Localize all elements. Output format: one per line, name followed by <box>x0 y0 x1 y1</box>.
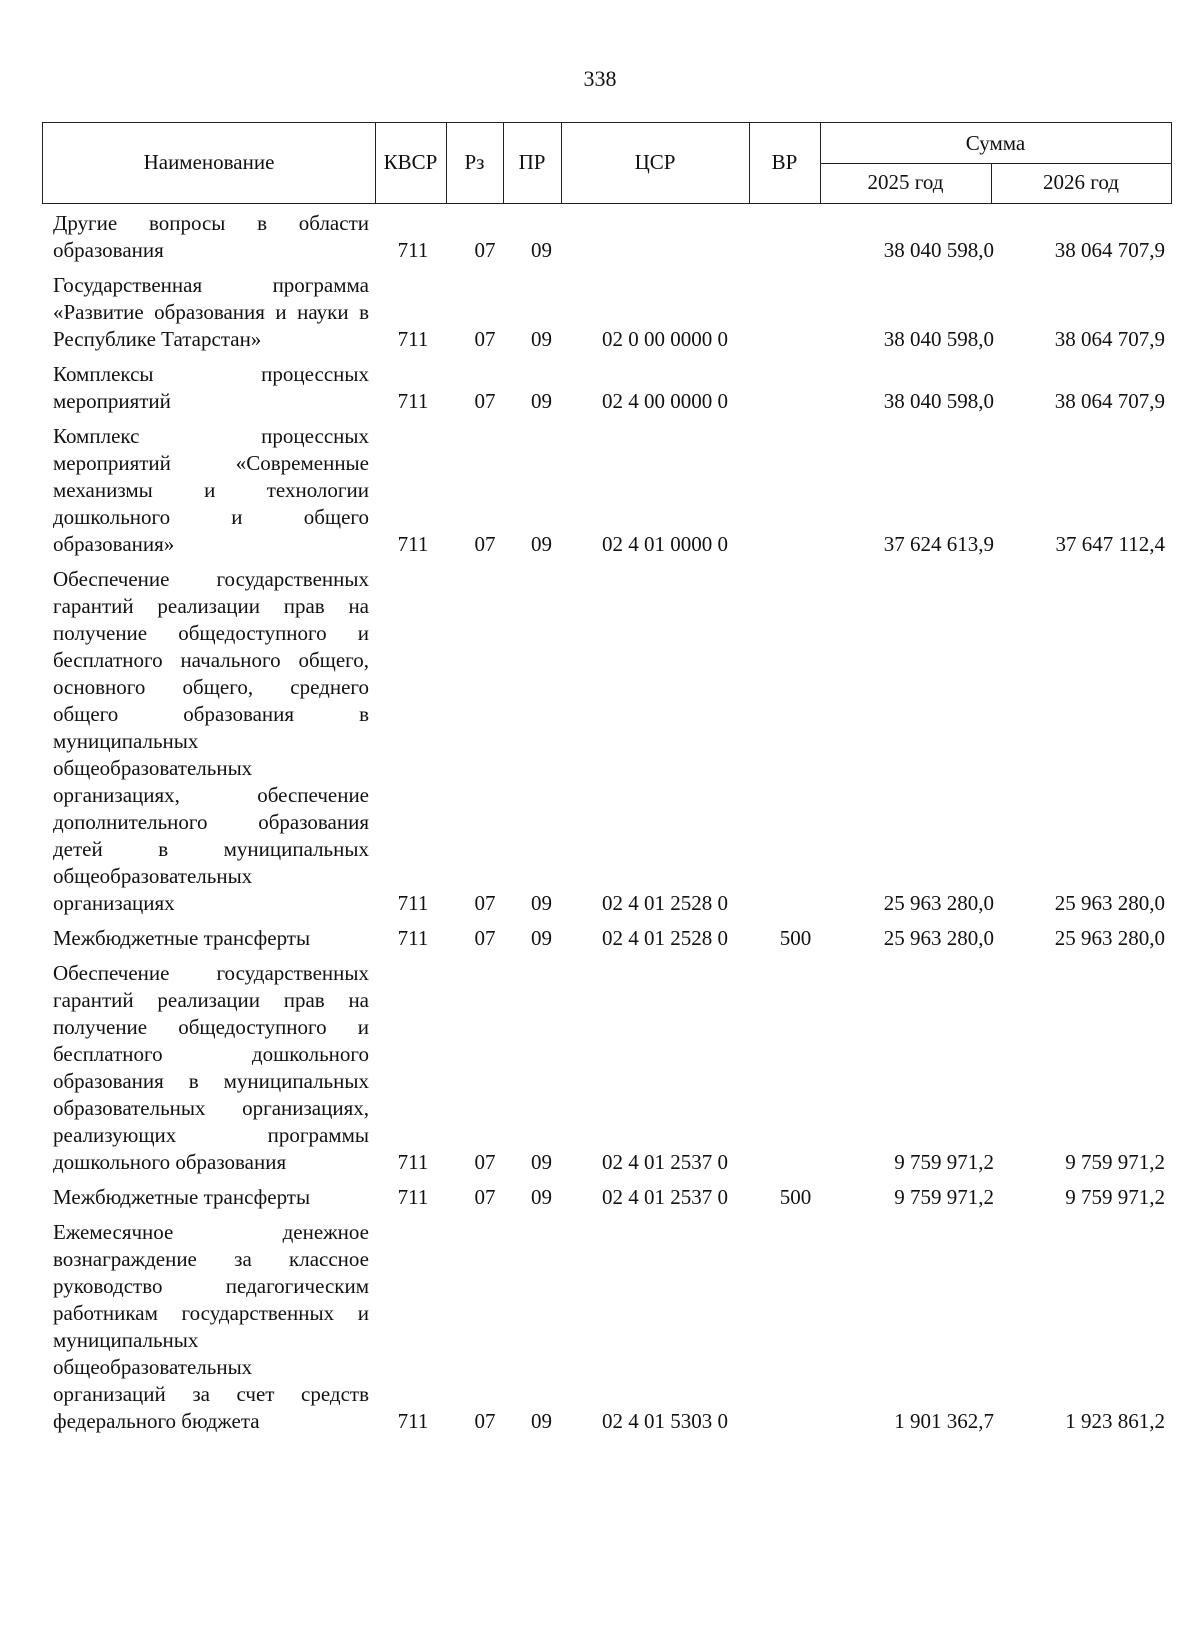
table-body <box>0 210 1200 1443</box>
row-kvsr: 711 <box>397 1185 429 1209</box>
table-row <box>0 361 1200 415</box>
row-pr: 09 <box>531 532 552 556</box>
page-number: 338 <box>583 66 617 91</box>
row-vr: 500 <box>779 926 812 950</box>
row-name: Другие вопросы в области образования <box>53 211 369 262</box>
header-kvsr: КВСР <box>383 150 438 174</box>
row-csr: 02 0 00 0000 0 <box>602 327 728 351</box>
row-rz: 07 <box>474 327 496 351</box>
row-pr: 09 <box>531 238 552 262</box>
row-name: Обеспечение государственных гарантий реализации прав на получение общедоступного и бесплатного дошкольного образования в муниципальных образовательных организациях, реализующих программы дошкольного образования <box>53 961 369 1174</box>
row-rz: 07 <box>474 532 496 556</box>
row-name: Ежемесячное денежное вознаграждение за классное руководство педагогическим работникам государственных и муниципальных общеобразовательных организаций за счет средств федерального бюджета <box>53 1220 369 1433</box>
row-csr: 02 4 01 0000 0 <box>602 532 728 556</box>
row-csr: 02 4 01 2528 0 <box>602 926 728 950</box>
row-kvsr: 711 <box>397 1409 429 1433</box>
row-sum-2025: 38 040 598,0 <box>883 327 994 351</box>
row-sum-2026: 38 064 707,9 <box>1054 238 1165 262</box>
row-rz: 07 <box>474 926 496 950</box>
row-sum-2025: 9 759 971,2 <box>894 1150 994 1174</box>
row-pr: 09 <box>531 926 552 950</box>
row-sum-2025: 9 759 971,2 <box>894 1185 994 1209</box>
row-rz: 07 <box>474 1150 496 1174</box>
row-pr: 09 <box>531 891 552 915</box>
header-sum: Сумма <box>965 130 1026 155</box>
row-csr: 02 4 01 5303 0 <box>602 1409 728 1433</box>
row-sum-2026: 9 759 971,2 <box>1065 1150 1165 1174</box>
header-rz: Рз <box>464 150 485 174</box>
row-sum-2026: 9 759 971,2 <box>1065 1185 1165 1209</box>
row-sum-2026: 37 647 112,4 <box>1055 532 1165 556</box>
row-rz: 07 <box>474 1185 496 1209</box>
row-kvsr: 711 <box>397 389 429 413</box>
row-kvsr: 711 <box>397 327 429 351</box>
row-sum-2026: 25 963 280,0 <box>1054 891 1165 915</box>
row-name: Комплекс процессных мероприятий «Современные механизмы и технологии дошкольного и общего образования» <box>53 424 369 556</box>
row-sum-2026: 25 963 280,0 <box>1054 926 1165 950</box>
row-sum-2025: 25 963 280,0 <box>883 926 994 950</box>
row-rz: 07 <box>474 891 496 915</box>
row-name: Обеспечение государственных гарантий реализации прав на получение общедоступного и бесплатного начального общего, основного общего, среднего общего образования в муниципальных общеобразовательных организациях, обеспечение дополнительного образования детей в муниципальных общеобразовательных организациях <box>53 567 369 915</box>
row-rz: 07 <box>474 389 496 413</box>
table-row <box>0 210 1200 264</box>
table-row <box>0 1184 1200 1211</box>
table-row <box>0 423 1200 558</box>
row-name: Государственная программа «Развитие образования и науки в Республике Татарстан» <box>53 273 369 351</box>
header-year-2025: 2025 год <box>867 170 944 194</box>
row-sum-2025: 1 901 362,7 <box>894 1409 994 1433</box>
row-pr: 09 <box>531 327 552 351</box>
row-sum-2026: 1 923 861,2 <box>1065 1409 1165 1433</box>
row-pr: 09 <box>531 389 552 413</box>
row-name: Межбюджетные трансферты <box>53 1185 311 1209</box>
row-kvsr: 711 <box>397 1150 429 1174</box>
row-kvsr: 711 <box>397 926 429 950</box>
row-name: Комплексы процессных мероприятий <box>53 362 369 413</box>
row-kvsr: 711 <box>397 532 429 556</box>
row-rz: 07 <box>474 238 496 262</box>
table-header <box>42 122 1172 204</box>
table-row <box>0 566 1200 917</box>
header-vr: ВР <box>771 150 798 174</box>
row-pr: 09 <box>531 1150 552 1174</box>
row-pr: 09 <box>531 1185 552 1209</box>
table-row <box>0 1219 1200 1435</box>
header-pr: ПР <box>518 150 546 174</box>
header-csr: ЦСР <box>634 150 676 174</box>
table-row <box>0 272 1200 353</box>
row-rz: 07 <box>474 1409 496 1433</box>
row-vr: 500 <box>779 1185 812 1209</box>
table-row <box>0 960 1200 1176</box>
row-sum-2025: 25 963 280,0 <box>883 891 994 915</box>
row-csr: 02 4 01 2537 0 <box>602 1185 728 1209</box>
row-name: Межбюджетные трансферты <box>53 926 311 950</box>
row-csr: 02 4 00 0000 0 <box>602 389 728 413</box>
row-sum-2025: 37 624 613,9 <box>883 532 994 556</box>
header-year-2026: 2026 год <box>1043 170 1119 194</box>
header-name: Наименование <box>143 150 275 174</box>
row-pr: 09 <box>531 1409 552 1433</box>
row-csr: 02 4 01 2528 0 <box>602 891 728 915</box>
row-kvsr: 711 <box>397 238 429 262</box>
row-sum-2026: 38 064 707,9 <box>1054 327 1165 351</box>
row-sum-2025: 38 040 598,0 <box>883 238 994 262</box>
row-sum-2025: 38 040 598,0 <box>883 389 994 413</box>
table-row <box>0 925 1200 952</box>
row-sum-2026: 38 064 707,9 <box>1054 389 1165 413</box>
row-csr: 02 4 01 2537 0 <box>602 1150 728 1174</box>
row-kvsr: 711 <box>397 891 429 915</box>
